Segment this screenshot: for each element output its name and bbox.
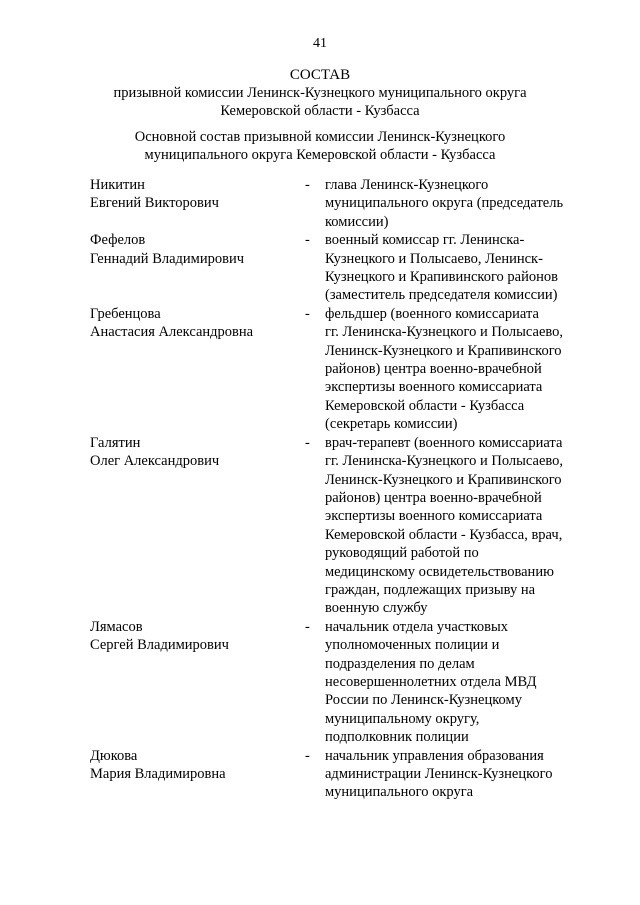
member-name [90, 305, 305, 434]
member-given-names: Сергей Владимирович [90, 637, 229, 654]
member-entry [90, 747, 590, 802]
member-surname: Галятин [90, 434, 141, 451]
member-entry [90, 176, 590, 231]
document-subtitle [0, 84, 640, 120]
member-role: глава Ленинск-Кузнецкого муниципального округа (председатель комиссии) [325, 177, 564, 230]
member-entry [90, 434, 590, 618]
member-dash: - [305, 618, 310, 635]
member-role: военный комиссар гг. Ленинска- Кузнецкого и Полысаево, Ленинск- Кузнецкого и Крапивинского районов (заместитель председателя комиссии) [325, 232, 558, 304]
member-surname: Гребенцова [90, 305, 161, 322]
member-surname: Дюкова [90, 747, 138, 764]
subtitle-line: Кемеровской области - Кузбасса [220, 103, 420, 119]
member-name [90, 618, 305, 747]
member-given-names: Мария Владимировна [90, 766, 226, 782]
member-name [90, 747, 305, 802]
member-entry [90, 618, 590, 747]
member-given-names: Евгений Викторович [90, 195, 219, 212]
member-role: врач-терапевт (военного комиссариата гг. Ленинска-Кузнецкого и Полысаево, Ленинск-Кузнецкого и Крапивинского районов) центра военно-врачебной экспертизы военного комиссариата Кемеровской области - Кузбасса, врач, руководящий работой по медицинскому освидетельствованию граждан, подлежащих призыву на военную службу [325, 434, 564, 617]
member-dash: - [305, 305, 310, 322]
member-entry [90, 305, 590, 434]
document-title: СОСТАВ [289, 67, 351, 83]
member-dash: - [305, 177, 310, 193]
section-heading-line: Основной состав призывной комиссии Ленинск-Кузнецкого [134, 129, 506, 145]
section-heading [0, 128, 640, 164]
member-dash: - [305, 434, 310, 451]
member-name [90, 231, 305, 305]
section-heading-line: муниципального округа Кемеровской области - Кузбасса [144, 147, 496, 163]
members-list [90, 176, 590, 802]
member-given-names: Анастасия Александровна [90, 324, 254, 341]
member-role: фельдшер (военного комиссариата гг. Ленинска-Кузнецкого и Полысаево, Ленинск-Кузнецкого и Крапивинского районов) центра военно-врачебной экспертизы военного комиссариата Кемеровской области - Кузбасса (секретарь комиссии) [325, 305, 564, 433]
member-surname: Фефелов [90, 232, 146, 249]
member-given-names: Геннадий Владимирович [90, 250, 245, 267]
member-name [90, 176, 305, 231]
member-given-names: Олег Александрович [90, 453, 220, 470]
member-name [90, 434, 305, 618]
member-dash: - [305, 747, 310, 764]
member-surname: Лямасов [90, 618, 143, 635]
subtitle-line: призывной комиссии Ленинск-Кузнецкого муниципального округа [113, 85, 527, 101]
member-surname: Никитин [90, 177, 145, 193]
page-number: 41 [313, 36, 327, 51]
member-entry [90, 231, 590, 305]
member-role: начальник управления образования администрации Ленинск-Кузнецкого муниципального округа [325, 747, 553, 801]
member-role: начальник отдела участковых уполномоченных полиции и подразделения по делам несовершеннолетних отдела МВД России по Ленинск-Кузнецкому муниципальному округу, подполковник полиции [325, 618, 537, 746]
member-dash: - [305, 232, 310, 249]
